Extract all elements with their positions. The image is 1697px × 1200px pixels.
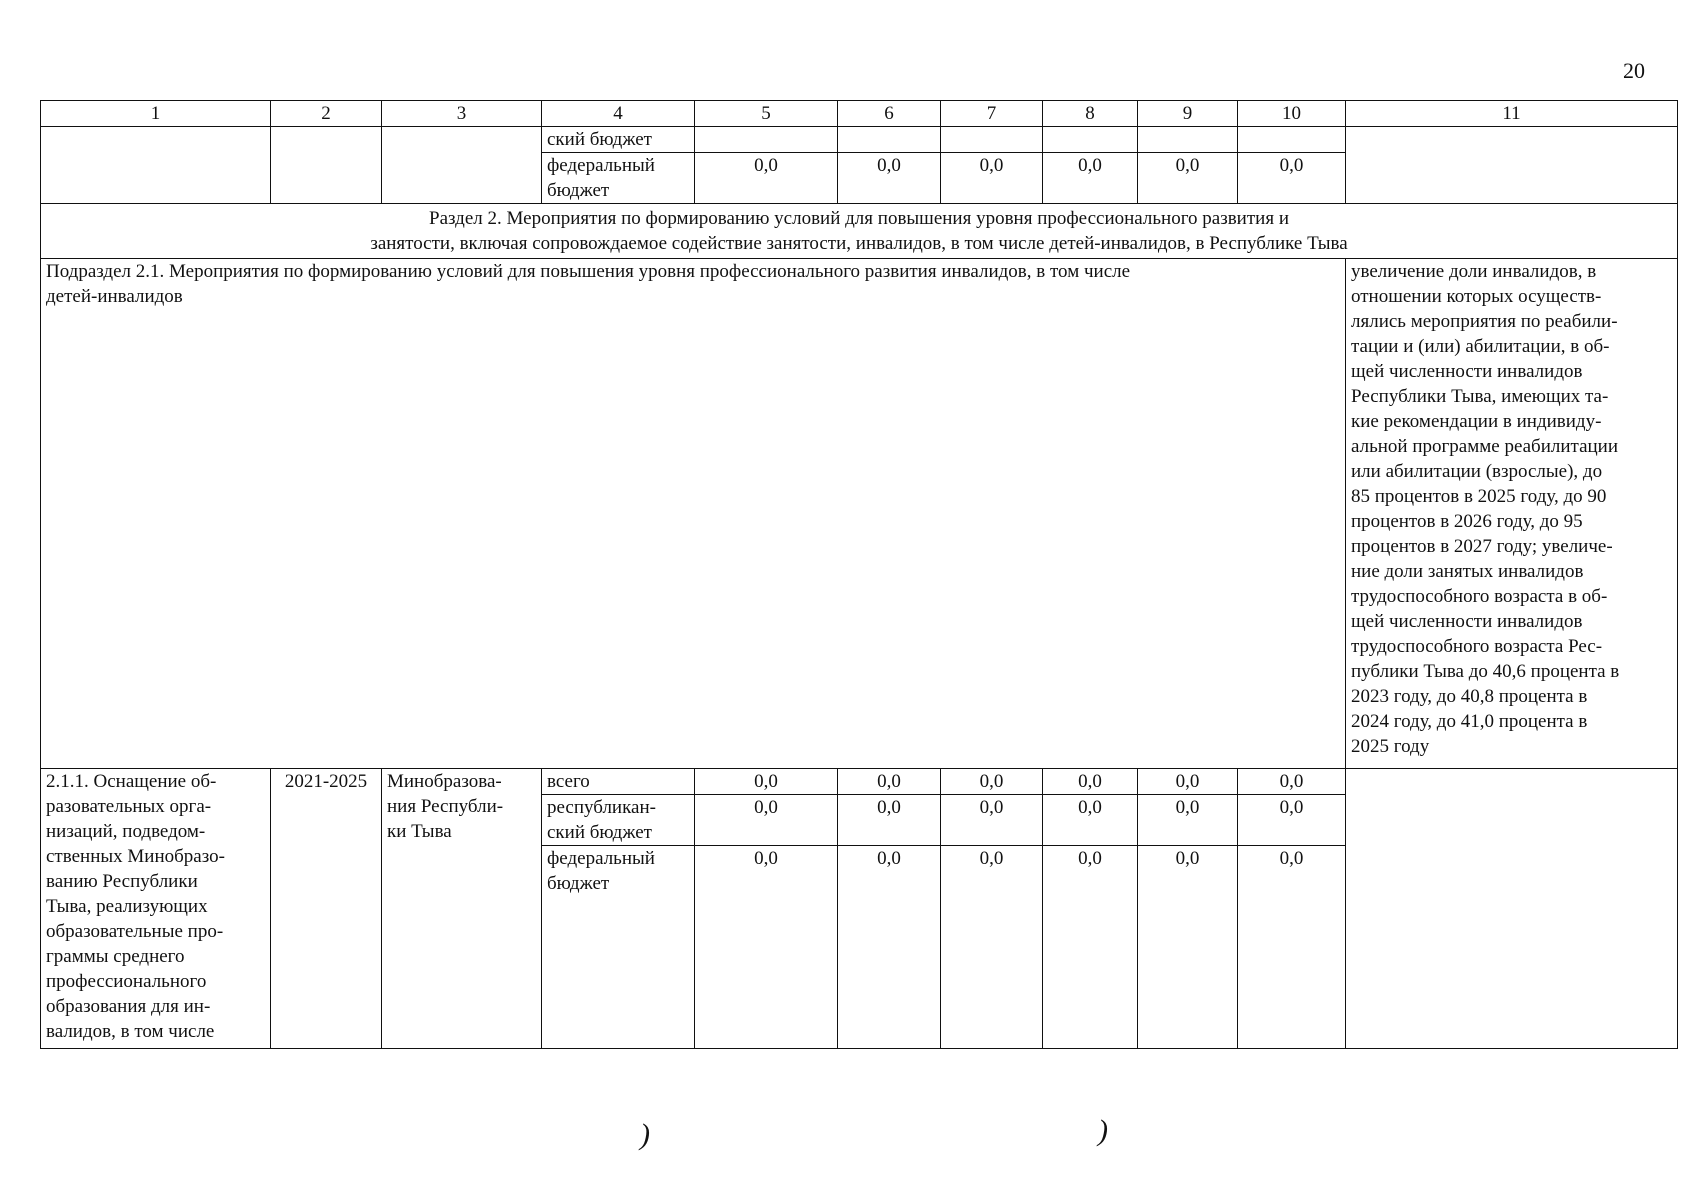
column-number: 9: [1138, 101, 1238, 127]
executor-cell: Минобразова- ния Республи- ки Тыва: [382, 769, 542, 1049]
column-number: 6: [838, 101, 941, 127]
budget-table: [40, 100, 1678, 1049]
value-cell: 0,0: [695, 153, 838, 204]
value-cell: 0,0: [838, 153, 941, 204]
binding-mark: ): [640, 1118, 650, 1151]
value-cell: 0,0: [1138, 153, 1238, 204]
value-cell: 0,0: [1238, 795, 1346, 846]
empty-cell: [1043, 127, 1138, 153]
value-cell: 0,0: [1138, 846, 1238, 1049]
column-number: 10: [1238, 101, 1346, 127]
value-cell: 0,0: [838, 769, 941, 795]
value-cell: 0,0: [941, 153, 1043, 204]
subsection-title: Подраздел 2.1. Мероприятия по формированию условий для повышения уровня профессионального развития инвалидов, в том числе детей-инвалидов: [41, 259, 1346, 769]
value-cell: 0,0: [1138, 769, 1238, 795]
column-number: 7: [941, 101, 1043, 127]
section-row: [41, 204, 1678, 259]
value-cell: 0,0: [1138, 795, 1238, 846]
value-cell: 0,0: [695, 795, 838, 846]
funding-source-cell: республикан- ский бюджет: [542, 795, 695, 846]
value-cell: 0,0: [838, 795, 941, 846]
column-number: 2: [271, 101, 382, 127]
value-cell: 0,0: [695, 846, 838, 1049]
empty-cell: [695, 127, 838, 153]
funding-source-cell: федеральный бюджет: [542, 846, 695, 1049]
value-cell: 0,0: [1043, 153, 1138, 204]
empty-cell: [271, 127, 382, 204]
column-number: 5: [695, 101, 838, 127]
table-row: [41, 769, 1678, 795]
value-cell: 0,0: [695, 769, 838, 795]
column-number: 8: [1043, 101, 1138, 127]
column-number: 11: [1346, 101, 1678, 127]
binding-mark: ): [1098, 1114, 1108, 1147]
page-number: 20: [1623, 58, 1645, 83]
empty-cell: [41, 127, 271, 204]
table-row: [41, 127, 1678, 153]
empty-cell: [382, 127, 542, 204]
empty-cell: [1238, 127, 1346, 153]
value-cell: 0,0: [1043, 846, 1138, 1049]
value-cell: 0,0: [1238, 153, 1346, 204]
column-number: 4: [542, 101, 695, 127]
empty-cell: [1346, 769, 1678, 1049]
column-number: 3: [382, 101, 542, 127]
empty-cell: [838, 127, 941, 153]
subsection-row: [41, 259, 1678, 769]
expected-result-cell: увеличение доли инвалидов, в отношении которых осуществ- лялись мероприятия по реабили- тации и (или) абилитации, в об- щей численности инвалидов Республики Тыва, имеющих та- кие рекомендации в индивиду- альной программе реабилитации или абилитации (взрослые), до 85 процентов в 2025 году, до 90 процентов в 2026 году, до 95 процентов в 2027 году; увеличе- ние доли занятых инвалидов трудоспособного возраста в об- щей численности инвалидов трудоспособного возраста Рес- публики Тыва до 40,6 процента в 2023 году, до 40,8 процента в 2024 году, до 41,0 процента в 2025 году: [1346, 259, 1678, 769]
value-cell: 0,0: [1043, 769, 1138, 795]
value-cell: 0,0: [941, 769, 1043, 795]
funding-source-cell: федеральный бюджет: [542, 153, 695, 204]
value-cell: 0,0: [1043, 795, 1138, 846]
column-number-row: [41, 101, 1678, 127]
empty-cell: [941, 127, 1043, 153]
funding-source-cell: всего: [542, 769, 695, 795]
empty-cell: [1138, 127, 1238, 153]
value-cell: 0,0: [941, 846, 1043, 1049]
value-cell: 0,0: [941, 795, 1043, 846]
value-cell: 0,0: [1238, 846, 1346, 1049]
value-cell: 0,0: [1238, 769, 1346, 795]
funding-source-cell: ский бюджет: [542, 127, 695, 153]
activity-name-cell: 2.1.1. Оснащение об- разовательных орга- низаций, подведом- ственных Минобразо- ванию Республики Тыва, реализующих образовательные про- граммы среднего профессионального образования для ин- валидов, в том числе: [41, 769, 271, 1049]
section-title: Раздел 2. Мероприятия по формированию условий для повышения уровня профессионального развития и занятости, включая сопровождаемое содействие занятости, инвалидов, в том числе детей-инвалидов, в Республике Тыва: [41, 204, 1678, 259]
column-number: 1: [41, 101, 271, 127]
period-cell: 2021-2025: [271, 769, 382, 1049]
empty-cell: [1346, 127, 1678, 204]
value-cell: 0,0: [838, 846, 941, 1049]
